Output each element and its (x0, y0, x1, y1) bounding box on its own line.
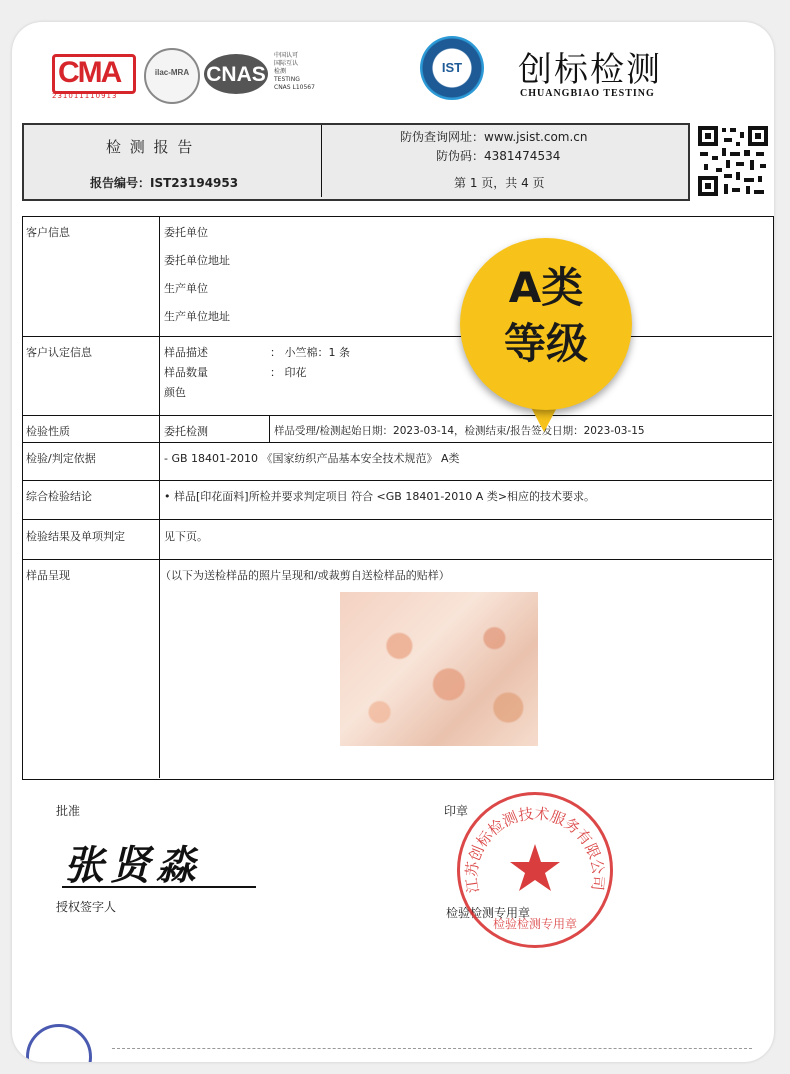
result-label: 检验结果及单项判定 (26, 530, 125, 543)
sample-label: 样品呈现 (26, 569, 70, 582)
brand-name-en: CHUANGBIAO TESTING (520, 88, 655, 99)
client-field: 委托单位地址 (164, 254, 230, 267)
client-info-label: 客户信息 (26, 226, 70, 239)
test-dates: 样品受理/检测起始日期：2023-03-14，检测结束/报告签发日期：2023-03-15 (274, 425, 645, 437)
confirm-info-label: 客户认定信息 (26, 346, 92, 359)
inspection-basis-label: 检验/判定依据 (26, 452, 96, 465)
cnas-logo (204, 54, 268, 94)
sample-fabric-photo (340, 592, 538, 746)
ist-logo (420, 36, 484, 100)
grade-badge-line2: 等级 (503, 319, 588, 368)
label-column-divider (159, 216, 160, 778)
page-info: 第 1 页，共 4 页 (454, 176, 545, 190)
grade-badge-text (460, 260, 632, 372)
verify-website: 防伪查询网址：www.jsist.com.cn (400, 130, 588, 144)
seal-caption: 检验检测专用章 (446, 906, 531, 920)
row-divider (22, 415, 772, 416)
cnas-cert-line: CNAS L10567 (274, 84, 315, 91)
sample-description-value: ： 小竺棉：1 条 (270, 346, 350, 359)
bottom-emblem (26, 1024, 92, 1062)
report-title: 检 测 报 告 (106, 138, 195, 156)
signature-underline (62, 886, 256, 888)
cnas-logo-text: CNAS (206, 63, 266, 86)
row-divider (22, 519, 772, 520)
inspection-basis-value: - GB 18401-2010 《国家纺织产品基本安全技术规范》 A类 (164, 452, 460, 465)
inspection-nature-value: 委托检测 (164, 425, 208, 438)
client-field: 生产单位 (164, 282, 208, 295)
row-divider (22, 336, 772, 337)
result-value: 见下页。 (164, 530, 208, 543)
stamp-star-icon (510, 844, 560, 891)
signatory-label: 授权签字人 (56, 900, 117, 914)
cnas-cert-line: 检测 (274, 68, 287, 75)
conclusion-label: 综合检验结论 (26, 490, 92, 503)
cma-number: 231011110913 (52, 92, 118, 100)
row-divider (22, 480, 772, 481)
table-divider (321, 125, 322, 197)
cnas-cert-line: TESTING (274, 76, 300, 83)
client-field: 生产单位地址 (164, 310, 230, 323)
cnas-cert-lines (274, 52, 334, 92)
seal-label: 印章 (444, 804, 469, 818)
confirm-field: 样品描述 (164, 346, 208, 359)
row-divider (22, 442, 772, 443)
svg-text:检验检测专用章: 检验检测专用章 (492, 917, 578, 931)
brand-name-cn: 创标检测 (518, 50, 662, 90)
report-page (12, 22, 774, 1062)
ist-logo-text: IST (441, 60, 463, 75)
official-stamp-text (457, 792, 613, 948)
sample-color-value: ： 印花 (270, 366, 307, 379)
report-number: 报告编号：IST23194953 (90, 176, 239, 190)
qr-code[interactable] (696, 124, 770, 198)
svg-text:江苏创标检测技术服务有限公司: 江苏创标检测技术服务有限公司 (462, 804, 608, 895)
confirm-field: 颜色 (164, 386, 186, 399)
approve-label: 批准 (56, 804, 81, 818)
row-divider (22, 559, 772, 560)
cnas-cert-line: 国际互认 (274, 60, 299, 67)
bottom-dashed-line (112, 1048, 752, 1049)
sample-note: （以下为送检样品的照片呈现和/或裁剪自送检样品的贴样） (160, 569, 450, 582)
signature: 张贤淼 (64, 842, 202, 889)
verify-code: 防伪码：4381474534 (436, 149, 561, 163)
grade-badge-line1: A类 (508, 263, 584, 312)
inspection-nature-label: 检验性质 (26, 425, 70, 438)
cma-logo-text: CMA (58, 56, 121, 89)
cnas-cert-line: 中国认可 (274, 52, 299, 59)
ilac-mra-logo (144, 48, 200, 104)
cma-logo (50, 50, 136, 100)
table-divider (269, 415, 270, 442)
ilac-mra-text: ilac-MRA (154, 68, 190, 77)
conclusion-value: • 样品[印花面料]所检并要求判定项目 符合 <GB 18401-2010 A 类>相应的技术要求。 (164, 490, 596, 503)
client-field: 委托单位 (164, 226, 208, 239)
confirm-field: 样品数量 (164, 366, 208, 379)
